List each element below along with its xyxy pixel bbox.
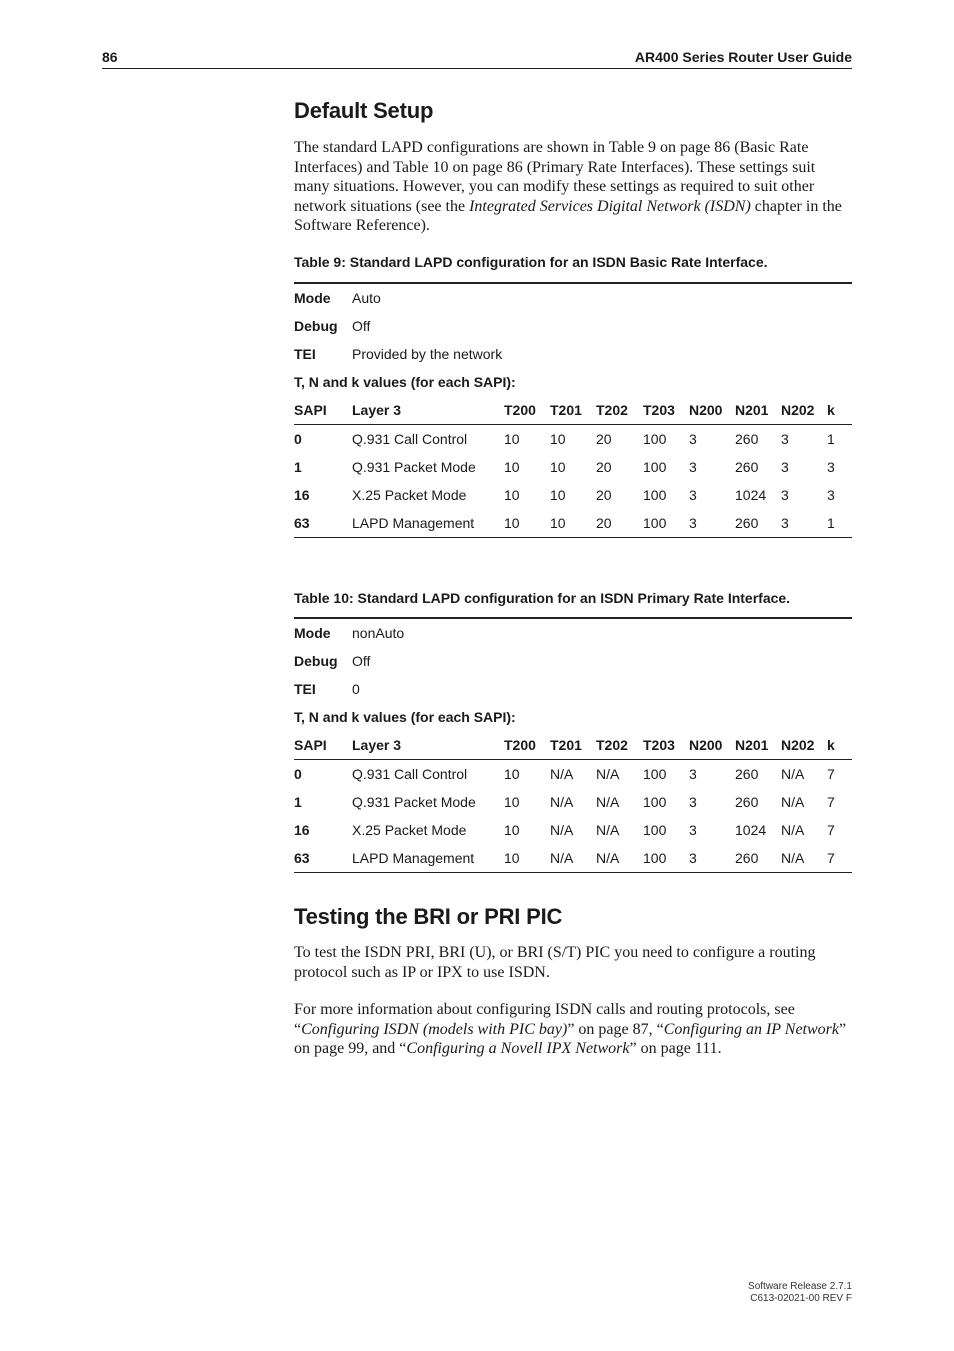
link-configuring-ip-network[interactable]: Configuring an IP Network bbox=[663, 1020, 839, 1038]
software-release: Software Release 2.7.1 bbox=[748, 1281, 852, 1292]
testing-paragraph-1: To test the ISDN PRI, BRI (U), or BRI (S/T) PIC you need to configure a routing protocol such as IP or IPX to use ISDN. bbox=[294, 944, 816, 981]
table-row: 0 Q.931 Call Control 10 N/A N/A 100 3 260 N/A 7 bbox=[294, 766, 835, 782]
table10-debug-row: Debug Off bbox=[294, 653, 371, 669]
page-header bbox=[102, 48, 852, 69]
table-row: 1 Q.931 Packet Mode 10 N/A N/A 100 3 260 N/A 7 bbox=[294, 794, 835, 810]
table-row: 63 LAPD Management 10 10 20 100 3 260 3 1 bbox=[294, 509, 852, 538]
table-row: 63 LAPD Management 10 N/A N/A 100 3 260 N/A 7 bbox=[294, 844, 852, 873]
table9-mode-row: Mode Auto bbox=[294, 290, 381, 306]
table10-mode-row: Mode nonAuto bbox=[294, 625, 405, 641]
table10-subhead: T, N and k values (for each SAPI): bbox=[294, 709, 516, 725]
table9-header-row: SAPI Layer 3 T200 T201 T202 T203 N200 N201 N202 k bbox=[294, 396, 852, 425]
table9-debug-row: Debug Off bbox=[294, 318, 371, 334]
table10-header-row: SAPI Layer 3 T200 T201 T202 T203 N200 N201 N202 k bbox=[294, 731, 852, 760]
link-configuring-ipx-network[interactable]: Configuring a Novell IPX Network bbox=[406, 1040, 630, 1057]
table-row: 16 X.25 Packet Mode 10 10 20 100 3 1024 3 3 bbox=[294, 487, 835, 503]
table10-caption: Table 10: Standard LAPD configuration for an ISDN Primary Rate Interface. bbox=[294, 590, 791, 606]
link-configuring-isdn[interactable]: Configuring ISDN (models with PIC bay) bbox=[301, 1020, 568, 1038]
section-heading-default-setup: Default Setup bbox=[294, 98, 434, 123]
table9-tei-row: TEI Provided by the network bbox=[294, 346, 503, 362]
document-id: C613-02021-00 REV F bbox=[750, 1293, 852, 1304]
table9 bbox=[294, 282, 852, 538]
table9-subhead: T, N and k values (for each SAPI): bbox=[294, 374, 516, 390]
testing-paragraph-2: For more information about configuring ISDN calls and routing protocols, see “Configuring ISDN (models with PIC bay)” on page 87, “Configuring an IP Network” on page 99, and “Configuring a Novell IPX Network” on page 111. bbox=[294, 1001, 847, 1057]
table10 bbox=[294, 617, 852, 873]
table-row: 16 X.25 Packet Mode 10 N/A N/A 100 3 1024 N/A 7 bbox=[294, 822, 835, 838]
table-row: 0 Q.931 Call Control 10 10 20 100 3 260 3 1 bbox=[294, 431, 835, 447]
section-heading-testing-pic: Testing the BRI or PRI PIC bbox=[294, 904, 563, 929]
page-footer bbox=[748, 1281, 852, 1305]
default-setup-paragraph: The standard LAPD configurations are shown in Table 9 on page 86 (Basic Rate Interfaces) and Table 10 on page 86 (Primary Rate Interfaces). These settings suit many situations. However, you can modify these settings as required to suit other network situations (see the Integrated Services Digital Network (ISDN) chapter in the Software Reference). bbox=[294, 139, 842, 234]
table9-caption: Table 9: Standard LAPD configuration for an ISDN Basic Rate Interface. bbox=[294, 254, 768, 270]
guide-title: AR400 Series Router User Guide bbox=[634, 49, 852, 65]
table-row: 1 Q.931 Packet Mode 10 10 20 100 3 260 3 3 bbox=[294, 459, 835, 475]
table10-tei-row: TEI 0 bbox=[294, 681, 360, 697]
page-number: 86 bbox=[102, 49, 118, 65]
